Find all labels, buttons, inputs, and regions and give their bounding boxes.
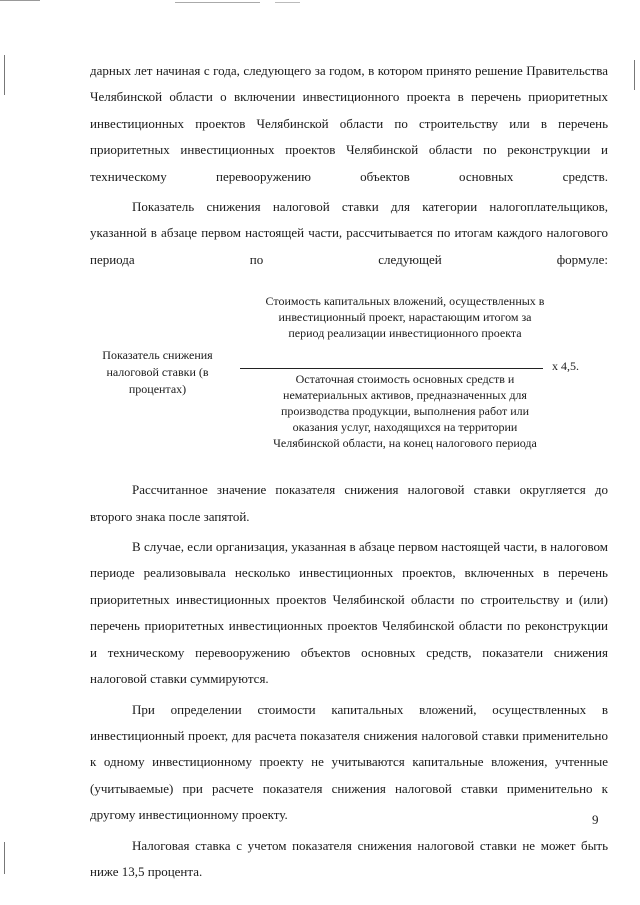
paragraph-continuation: дарных лет начиная с года, следующего за годом, в котором принято решение Правительства Челябинской области о включении инвестиционного проекта в перечень приоритетных инвестиционных проектов Челябинской области по строительству или в перечень приоритетных инвестиционных проектов Челябинской области по реконструкции и техническому перевооружению объектов основных средств. (90, 63, 608, 184)
paragraph-multiple-projects: В случае, если организация, указанная в абзаце первом настоящей части, в налоговом периоде реализовывала несколько инвестиционных проектов, включенных в перечень приоритетных инвестиционных проектов Челябинской области по строительству и (или) перечень приоритетных инвестиционных проектов Челябинской области по реконструкции и техническому перевооружению объектов основных средств, показатели снижения налоговой ставки суммируются. (90, 539, 608, 687)
paragraph-min-rate: Налоговая ставка с учетом показателя снижения налоговой ставки не может быть ниже 13,5 процента. (90, 837, 608, 879)
scan-artifact (634, 60, 635, 90)
scan-artifact (0, 0, 40, 1)
formula (90, 293, 608, 469)
formula-denominator: Остаточная стоимость основных средств и нематериальных активов, предназначенных для производства продукции, выполнения работ или оказания услуг, находящихся на территории Челябинской области, на конец налогового периода (273, 372, 537, 451)
document-page (90, 58, 608, 885)
scan-artifact (275, 2, 300, 3)
scan-artifact (175, 2, 260, 3)
page-number: 9 (592, 812, 599, 827)
formula-numerator: Стоимость капитальных вложений, осуществленных в инвестиционный проект, нарастающим итогом за период реализации инвестиционного проекта (265, 294, 545, 341)
paragraph-rounding: Рассчитанное значение показателя снижения налоговой ставки округляется до второго знака после запятой. (90, 482, 608, 524)
formula-fraction-line (240, 368, 543, 369)
scan-artifact (4, 842, 5, 874)
paragraph-formula-intro: Показатель снижения налоговой ставки для категории налогоплательщиков, указанной в абзаце первом настоящей части, рассчитывается по итогам каждого налогового периода по следующей формуле: (90, 199, 608, 267)
paragraph-capital-investments: При определении стоимости капитальных вложений, осуществленных в инвестиционный проект, для расчета показателя снижения налоговой ставки применительно к одному инвестиционному проекту не учитываются капитальные вложения, учтенные (учитываемые) при расчете показателя снижения налоговой ставки применительно к другому инвестиционному проекту. (90, 701, 608, 823)
formula-multiplier: х 4,5. (552, 359, 579, 374)
formula-left-label: Показатель снижения налоговой ставки (в процентах) (102, 348, 213, 397)
scan-artifact (4, 55, 5, 95)
